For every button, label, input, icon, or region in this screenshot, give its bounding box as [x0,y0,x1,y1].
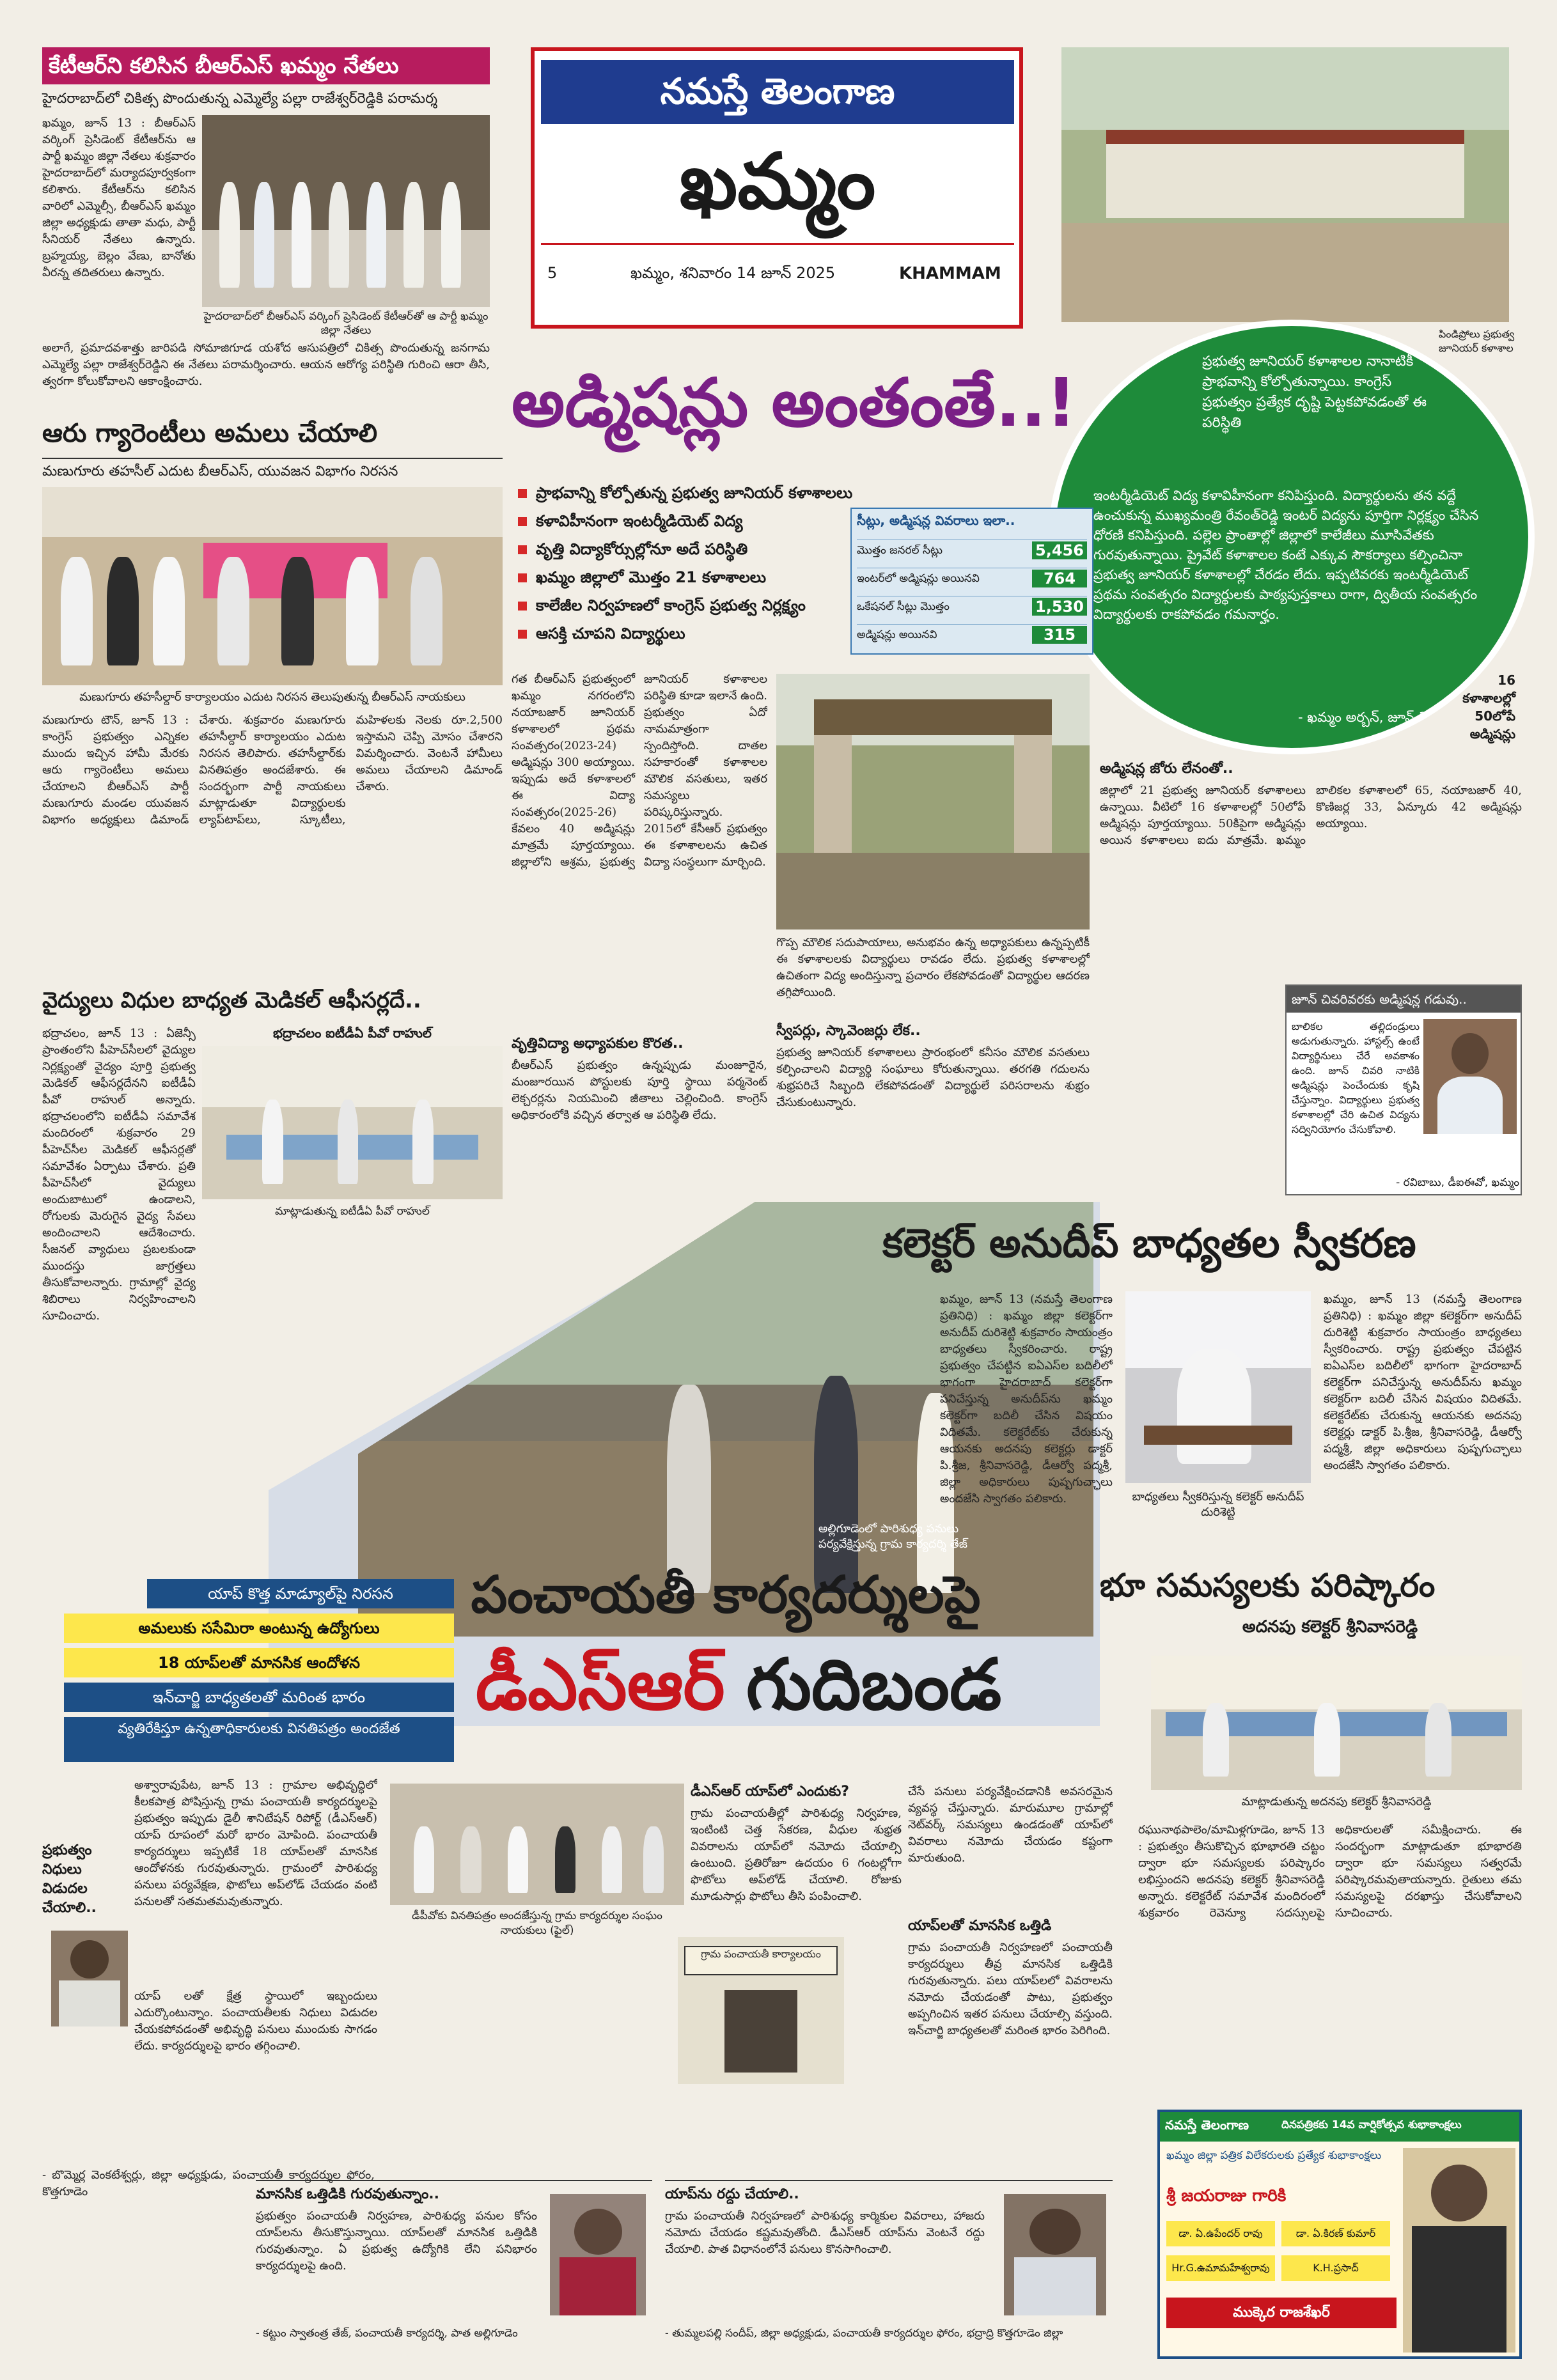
six-guarantees-headline: ఆరు గ్యారెంటీలు అమలు చేయాలి [42,419,378,448]
official-credit: - రవిబాబు, డీఐఈవో, ఖమ్మం [1396,1176,1519,1189]
ktr-photo-caption: హైదరాబాద్‌లో బీఆర్‌ఎస్ వర్కింగ్ ప్రెసిడెంట్ కేటీఆర్‌తో ఆ పార్టీ ఖమ్మం జిల్లా నేతలు [203,310,489,337]
panchayat-headline-1: పంచాయతీ కార్యదర్శులపై [471,1565,981,1624]
stats-label: ఇంటర్‌లో అడ్మిషన్లు అయినవి [857,572,980,585]
panchayat-left-credit: - బొమ్మెర్ల వెంకటేశ్వర్లు, జిల్లా అధ్యక్షుడు, పంచాయతీ కార్యదర్శుల ఫోరం, కొత్తగూడెం [42,2168,375,2198]
dateline: ఖమ్మం, శనివారం 14 జూన్ 2025 [630,264,836,282]
official-box-body: బాలికల తల్లిదండ్రులు అడుగుతున్నారు. హాస్టల్స్ ఉంటే విద్యార్థినులు చేరే అవకాశం ఉంది. జూన్ చివరి నాటికి అడ్మిషన్లు పెంచేందుకు కృషి చేస్తున్నాం. విద్యార్థులు ప్రభుత్వ కళాశాలల్లో చేరి ఉచిత విద్యను సద్వినియోగం చేసుకోవాలి. [1292,1020,1420,1135]
masthead-strip [541,243,1014,307]
medical-body: భద్రాచలం, జూన్ 13 : ఏజెన్సీ ప్రాంతంలోని పీహెచ్‌సీలలో వైద్యుల నిర్లక్ష్యంతో వైద్యం పూర్తి ప్రభుత్వ మెడికల్ ఆఫీసర్లదేనని ఐటీడీఏ పీవో రాహుల్ అన్నారు. భద్రాచలంలోని ఐటీడీఏ సమావేశ మందిరంలో శుక్రవారం 29 పీహెచ్‌సీల మెడికల్ ఆఫీసర్లతో సమావేశం ఏర్పాటు చేశారు. ప్రతి పీహెచ్‌సీలో వైద్యులు అందుబాటులో ఉండాలని, రోగులకు మెరుగైన వైద్య సేవలు అందించాలని ఆదేశించారు. సీజనల్ వ్యాధులు ప్రబలకుండా ముందస్తు జాగ్రత్తలు తీసుకోవాలన్నారు. గ్రామాల్లో వైద్య శిబిరాలు నిర్వహించాలని సూచించారు. [42,1027,196,1323]
edition-title: ఖమ్మం [679,137,876,226]
admissions-body-col1: గత బీఆర్‌ఎస్ ప్రభుత్వంలో ఖమ్మం నగరంలోని నయాబజార్ జూనియర్ కళాశాలలో ప్రథమ సంవత్సరం(2023-24) అడ్మిషన్లు 300 అయ్యాయి. ఇప్పుడు అదే కళాశాలలో ఈ విద్యా సంవత్సరం(2025-26) కేవలం 40 అడ్మిషన్లు మాత్రమే పూర్తయ్యాయి. జిల్లాలోని ఆశ్రమ, ప్రభుత్వ జూనియర్ కళాశాలల పరిస్థితి కూడా ఇలానే ఉంది. ప్రభుత్వం ఏదో నామమాత్రంగా స్పందిస్తోంది. దాతల సహకారంతో కళాశాలల మౌలిక వసతులు, ఇతర సమస్యలు పరిష్కరిస్తున్నారు. 2015లో కేసీఆర్ ప్రభుత్వం ఈ కళాశాలలను ఉచిత విద్యా సంస్థలుగా మార్చింది. [512,673,767,869]
stats-value: 5,456 [1032,541,1087,559]
page-number: 5 [547,264,558,282]
stats-row [857,568,1087,593]
ad-footer: ముక్కెర రాజశేఖర్ [1166,2298,1397,2328]
official-photo [1423,1019,1517,1134]
panchayat-photo [390,1784,684,1905]
school-photo [1061,47,1509,322]
land-photo-caption: మాట్లాడుతున్న అదనపు కలెక్టర్ శ్రీనివాసరెడ్డి [1241,1795,1432,1808]
medical-photo [202,1046,503,1199]
ad-person-photo [1403,2148,1515,2353]
official-box-title: జూన్ చివరివరకు అడ్మిషన్ల గడువు.. [1287,986,1521,1013]
panchayat-kicker-3: 18 యాప్‌లతో మానసిక ఆందోళన [64,1648,454,1677]
panchayat-office-sign: గ్రామ పంచాయతీ కార్యాలయం [684,1946,837,1975]
collector-headline: కలెక్టర్ అనుదీప్ బాధ్యతల స్వీకరణ [882,1220,1416,1266]
cancel-photo [1004,2194,1106,2315]
six-guarantees-body: మణుగూరు టౌన్, జూన్ 13 : కాంగ్రెస్ ప్రభుత్వం ఎన్నికల ముందు ఇచ్చిన హామీ మేరకు ఆరు గ్యారెంటీలు అమలు చేయాలని బీఆర్‌ఎస్ పార్టీ మణుగూరు మండల యువజన విభాగం అధ్యక్షులు డిమాండ్ చేశారు. శుక్రవారం మణుగూరు తహసీల్దార్ కార్యాలయం ఎదుట నిరసన తెలిపారు. తహసీల్దార్‌కు వినతిపత్రం అందజేశారు. ఈ సందర్భంగా పార్టీ నాయకులు మాట్లాడుతూ విద్యార్థులకు ల్యాప్‌టాప్‌లు, స్కూటీలు, మహిళలకు నెలకు రూ.2,500 ఇస్తామని చెప్పి మోసం చేశారని విమర్శించారు. వెంటనే హామీలు అమలు చేయాలని డిమాండ్ చేశారు. [42,713,503,827]
ad-line2: శ్రీ జయరాజు గారికి [1166,2186,1287,2205]
stress2-photo [550,2194,646,2315]
panchayat-kicker-2: అమలుకు ససేమిరా అంటున్న ఉద్యోగులు [64,1614,454,1643]
admissions-headline: అడ్మిషన్లు అంతంతే..! [512,364,1077,442]
collector-photo [1125,1291,1311,1483]
stress-head: యాప్‌లతో మానసిక ఒత్తిడి [908,1918,1052,1934]
bullet-2: కళావిహీనంగా ఇంటర్మీడియెట్ విద్య [518,508,876,534]
green-circle-main: ఇంటర్మీడియెట్ విద్య కళావిహీనంగా కనిపిస్తుంది. విద్యార్థులను తన వద్దే ఉంచుకున్న ముఖ్యమంత్రి రేవంత్‌రెడ్డి ఇంటర్ విద్యను పూర్తిగా నిర్లక్ష్యం చేసిన ధోరణి కనిపిస్తుంది. పల్లెల ప్రాంతాల్లో జిల్లాలో కాలేజీలు మూసివేతకు గురవుతున్నాయి. ప్రైవేట్ కళాశాలల కంటే ఎక్కువ సౌకర్యాలు కల్పించినా ప్రభుత్వ జూనియర్ కళాశాలల్లో చేరడం లేదు. ఇప్పటివరకు ఇంటర్మీడియెట్ ప్రథమ సంవత్సరం విద్యార్థులకు పాఠ్యపుస్తకాలు రాగా, ద్వితీయ సంవత్సరం విద్యార్థులకు రాకపోవడం గమనార్హం. [1093,488,1479,622]
panchayat-side-photo [51,1931,128,2026]
college-gate-photo [776,674,1090,929]
stats-label: అడ్మిషన్లు అయినవి [857,628,937,641]
panchayat-headline-burden: గుదిబండ [746,1644,1002,1725]
cancel-head: యాప్‌ను రద్దు చేయాలి.. [665,2186,799,2202]
panchayat-side-body: యాప్ లతో క్షేత్ర స్థాయిలో ఇబ్బందులు ఎదుర్కొంటున్నాం. పంచాయతీలకు నిధులు విడుదల చేయకపోవడంతో అభివృద్ధి పనులు ముందుకు సాగడం లేదు. కార్యదర్శులపై భారం తగ్గించాలి. [134,1989,377,2053]
lecturers-body: బీఆర్‌ఎస్ ప్రభుత్వం ఉన్నప్పుడు మంజూరైన, మంజూరయిన పోస్టులకు పూర్తి స్థాయి పర్మనెంట్ లెక్చరర్లను నియమించి జీతాలు చెల్లించింది. కాంగ్రెస్ అధికారంలోకి వచ్చిన తర్వాత ఆ పరిస్థితి లేదు. [512,1059,767,1122]
land-headline: భూ సమస్యలకు పరిష్కారం [1100,1567,1436,1604]
cancel-box [665,2180,1113,2359]
school-photo-caption: పిండిప్రోలు ప్రభుత్వ జూనియర్ కళాశాల [1439,328,1515,354]
ktr-subhead: హైదరాబాద్‌లో చికిత్స పొందుతున్న ఎమ్మెల్యే పల్లా రాజేశ్వర్‌రెడ్డికి పరామర్శ [42,91,438,107]
medical-headline: వైద్యులు విధుల బాధ్యత మెడికల్ ఆఫీసర్లదే.. [42,988,421,1013]
ad-title: దినపత్రికకు 14వ వార్షికోత్సవ శుభాకాంక్షలు [1281,2119,1462,2131]
stress2-box [256,2180,652,2359]
ad-brand: నమస్తే తెలంగాణ [1165,2117,1249,2133]
ad-name-1: డా. ఏ.ఉపేందర్ రావు [1166,2221,1275,2246]
six-guarantees [42,416,503,972]
collector-body: ఖమ్మం, జూన్ 13 (నమస్తే తెలంగాణ ప్రతినిధి) : ఖమ్మం జిల్లా కలెక్టర్‌గా అనుదీప్ దురిశెట్టి శుక్రవారం సాయంత్రం బాధ్యతలు స్వీకరించారు. రాష్ట్ర ప్రభుత్వం చేపట్టిన ఐఏఎస్‌ల బదిలీలో భాగంగా హైదరాబాద్ కలెక్టర్‌గా పనిచేస్తున్న అనుదీప్‌ను ఖమ్మం కలెక్టర్‌గా బదిలీ చేసిన విషయం విదితమే. కలెక్టరేట్‌కు చేరుకున్న ఆయనకు అదనపు కలెక్టర్లు డాక్టర్ పి.శ్రీజ, శ్రీనివాసరెడ్డి, డీఆర్వో పద్మశ్రీ, జిల్లా అధికారులు పుష్పగుచ్ఛాలు అందజేసి స్వాగతం పలికారు. [940,1293,1113,1505]
stats-value: 764 [1032,570,1087,587]
bullet-5: కాలేజీల నిర్వహణలో కాంగ్రెస్ ప్రభుత్వ నిర్లక్ష్యం [518,592,876,619]
bullet-6: ఆసక్తి చూపని విద్యార్థులు [518,620,876,647]
cancel-credit: - తుమ్మలపల్లి సందీప్, జిల్లా అధ్యక్షుడు, పంచాయతీ కార్యదర్శుల ఫోరం, భద్రాద్రి కొత్తగూడెం జిల్లా [665,2327,1063,2340]
land-subhead: అదనపు కలెక్టర్ శ్రీనివాసరెడ్డి [1242,1617,1418,1637]
panchayat-side-label: ప్రభుత్వం నిధులు విడుదల చేయాలి.. [42,1842,97,1916]
ktr-photo [202,115,490,307]
stats-title: సీట్లు, అడ్మిషన్ల వివరాలు ఇలా.. [857,513,1015,528]
panchayat-office-photo [678,1937,844,2084]
bullet-4: ఖమ్మం జిల్లాలో మొత్తం 21 కళాశాలలు [518,564,876,591]
stats-row [857,596,1087,621]
bullet-1: ప్రాభవాన్ని కోల్పోతున్న ప్రభుత్వ జూనియర్ కళాశాలలు [518,479,876,506]
ktr-body-bottom: అలాగే, ప్రమాదవశాత్తు జారిపడి సోమాజిగూడ యశోద ఆసుపత్రిలో చికిత్స పొందుతున్న జనగామ ఎమ్మెల్యే పల్లా రాజేశ్వర్‌రెడ్డిని ఈ నేతలు పరామర్శించారు. ఆయన ఆరోగ్య పరిస్థితి గురించి ఆరా తీసి, త్వరగా కోలుకోవాలని ఆకాంక్షించారు. [42,341,490,388]
ad-name-2: డా. ఏ.కిరణ్ కుమార్ [1281,2221,1390,2246]
stress2-body: ప్రభుత్వం పంచాయతీ నిర్వహణ, పారిశుధ్య పనుల కోసం యాప్‌లను తీసుకొస్తున్నాయి. యాప్‌లతో మానసిక ఒత్తిడికి గురవుతున్నాం. ఏ ప్రభుత్వ ఉద్యోగికి లేని పనిభారం కార్యదర్శులపై ఉంది. [256,2209,537,2273]
ktr-body: ఖమ్మం, జూన్ 13 : బీఆర్ఎస్ వర్కింగ్ ప్రెసిడెంట్ కేటీఆర్‌ను ఆ పార్టీ ఖమ్మం జిల్లా నేతలు శుక్రవారం హైదరాబాద్‌లో మర్యాదపూర్వకంగా కలిశారు. కేటీఆర్‌ను కలిసిన వారిలో ఎమ్మెల్సీ, బీఆర్‌ఎస్ ఖమ్మం జిల్లా అధ్యక్షుడు తాతా మధు, పార్టీ సీనియర్ నేతలు ఉన్నారు. బ్రహ్మయ్య, బెల్లం వేణు, బానోతు వీరన్న తదితరులు ఉన్నారు. [42,116,196,279]
stats-label: మొత్తం జనరల్ సీట్లు [857,544,943,557]
sweepers-body: ప్రభుత్వ జూనియర్ కళాశాలలు ప్రారంభంలో కనీసం మౌలిక వసతులు కల్పించాలని విద్యార్థి సంఘాలు కోరుతున్నాయి. తరగతి గదులను శుభ్రపరిచే సిబ్బంది లేకపోవడంతో విద్యార్థులే పరిసరాలను శుభ్రం చేసుకుంటున్నారు. [776,1046,1090,1109]
stats-value: 1,530 [1032,598,1087,616]
dsr-body: గ్రామ పంచాయతీల్లో పారిశుధ్య నిర్వహణ, ఇంటింటి చెత్త సేకరణ, వీధుల శుభ్రత వివరాలను యాప్‌లో నమోదు చేయాల్సి ఉంటుంది. ప్రతిరోజూ ఉదయం 6 గంటల్లోగా ఫొటోలు అప్‌లోడ్ చేయాలి. రోజుకు మూడుసార్లు ఫొటోలు తీసి పంపించాలి. [691,1807,902,1903]
dsr-head: డీఎస్ఆర్ యాప్‌లో ఎందుకు? [691,1784,850,1800]
six-guarantees-caption: మణుగూరు తహసీల్దార్ కార్యాలయం ఎదుట నిరసన తెలుపుతున్న బీఆర్‌ఎస్ నాయకులు [79,690,466,704]
panchayat-kicker-1: యాప్ కొత్త మాడ్యూల్‌పై నిరసన [147,1579,454,1608]
stats-value: 315 [1032,626,1087,644]
bullet-3: వృత్తి విద్యాకోర్సుల్లోనూ అదే పరిస్థితి [518,536,876,563]
side-note-16: 16 కళాశాలల్లో 50లోపే అడ్మిషన్లు [1462,673,1515,742]
before-june-body: జిల్లాలో 21 ప్రభుత్వ జూనియర్ కళాశాలలు ఉన్నాయి. వీటిలో 16 కళాశాలల్లో 50లోపే అడ్మిషన్లు పూర్తయ్యాయి. 50కిపైగా అడ్మిషన్లు అయిన కళాశాలలు ఐదు మాత్రమే. ఖమ్మం బాలికల కళాశాలలో 65, నయాబజార్ 40, కొణిజర్ల 33, ఏన్కూరు 42 అడ్మిషన్లు అయ్యాయి. [1100,784,1522,847]
ktr-headline: కేటీఆర్‌ని కలిసిన బీఆర్‌ఎస్ ఖమ్మం నేతలు [42,47,490,84]
panchayat-kicker-5: వ్యతిరేకిస్తూ ఉన్నతాధికారులకు వినతిపత్రం అందజేత [64,1717,454,1762]
stress2-head: మానసిక ఒత్తిడికి గురవుతున్నాం.. [256,2186,440,2202]
ad-name-4: K.H.ప్రసాద్ [1281,2255,1390,2281]
admissions-stats-box [850,508,1093,655]
ad-header [1160,2112,1519,2142]
panchayat-col3: చేసే పనులు పర్యవేక్షించడానికి అవసరమైన వ్యవస్థ చేస్తున్నారు. మారుమూల గ్రామాల్లో నెట్‌వర్క్ సమస్యలు ఉండడంతో యాప్‌లో వివరాలు నమోదు చేయడం కష్టంగా మారుతుంది. [908,1785,1113,1865]
stats-row [857,540,1087,565]
stats-label: ఒకేషనల్ సీట్లు మొత్తం [857,600,950,613]
stats-row [857,624,1087,649]
collector-body-2: ఖమ్మం, జూన్ 13 (నమస్తే తెలంగాణ ప్రతినిధి) : ఖమ్మం జిల్లా కలెక్టర్‌గా అనుదీప్ దురిశెట్టి శుక్రవారం సాయంత్రం బాధ్యతలు స్వీకరించారు. రాష్ట్ర ప్రభుత్వం చేపట్టిన ఐఏఎస్‌ల బదిలీలో భాగంగా హైదరాబాద్ కలెక్టర్‌గా పనిచేస్తున్న అనుదీప్‌ను ఖమ్మం కలెక్టర్‌గా బదిలీ చేసిన విషయం విదితమే. కలెక్టరేట్‌కు చేరుకున్న ఆయనకు అదనపు కలెక్టర్లు డాక్టర్ పి.శ్రీజ, శ్రీనివాసరెడ్డి, డీఆర్వో పద్మశ్రీ, జిల్లా అధికారులు పుష్పగుచ్ఛాలు అందజేసి స్వాగతం పలికారు. [1324,1293,1522,1472]
panchayat-headline-2 [409,1637,1068,1732]
green-circle-credit: - ఖమ్మం అర్బన్, జూన్ 13 [1298,710,1436,725]
panchayat-headline-dsr: డీఎస్ఆర్ [475,1644,725,1725]
land-body: రఘునాథపాలెం/మామిళ్లగూడెం, జూన్ 13 : ప్రభుత్వం తీసుకొచ్చిన భూభారతి చట్టం ద్వారా భూ సమస్యలకు పరిష్కారం లభిస్తుందని అదనపు కలెక్టర్ శ్రీనివాసరెడ్డి అన్నారు. కలెక్టరేట్ సమావేశ మందిరంలో శుక్రవారం రెవెన్యూ సదస్సులపై అధికారులతో సమీక్షించారు. ఈ సందర్భంగా మాట్లాడుతూ భూభారతి ద్వారా భూ సమస్యలు సత్వరమే పరిష్కారమవుతాయన్నారు. రైతులు తమ సమస్యలపై దరఖాస్తు చేసుకోవాలని సూచించారు. [1138,1823,1522,1920]
sweepers-head: స్వీపర్లు, స్కావెంజర్లు లేక.. [776,1023,921,1039]
stress2-credit: - కట్టుం స్వాతంత్ర తేజ్, పంచాయతీ కార్యదర్శి, పాత అల్లిగూడెం [256,2327,518,2340]
green-circle-top: ప్రభుత్వ జూనియర్ కళాశాలల నానాటికీ ప్రాభవాన్ని కోల్పోతున్నాయి. కాంగ్రెస్ ప్రభుత్వం ప్రత్యేక దృష్టి పెట్టకపోవడంతో ఈ పరిస్థితి [1202,354,1427,431]
panchayat-photo-caption: డీపీవోకు వినతిపత్రం అందజేస్తున్న గ్రామ కార్యదర్శుల సంఘం నాయకులు (ఫైల్) [412,1909,662,1937]
land-photo [1151,1656,1522,1790]
cancel-body: గ్రామ పంచాయతీ నిర్వహణలో పారిశుధ్య కార్మికుల వివరాలు, హాజరు నమోదు చేయడం కష్టమవుతోంది. డీఎస్ఆర్ యాప్‌ను వెంటనే రద్దు చేయాలి. పాత విధానంలోనే పనులు కొనసాగించాలి. [665,2209,985,2256]
cleaning-photo-caption: అల్లిగూడెంలో పారిశుధ్య పనులు పర్యవేక్షిస్తున్న గ్రామ కార్యదర్శి తేజ్ [818,1522,967,1551]
six-guarantees-subhead: మణుగూరు తహసీల్ ఎదుట బీఆర్‌ఎస్, యువజన విభాగం నిరసన [42,458,503,482]
panchayat-kicker-4: ఇన్‌చార్జి బాధ్యతలతో మరింత భారం [64,1683,454,1712]
panchayat-body-intro: అశ్వారావుపేట, జూన్ 13 : గ్రామాల అభివృద్ధిలో కీలకపాత్ర పోషిస్తున్న గ్రామ పంచాయతీ కార్యదర్శులపై ప్రభుత్వం ఇప్పుడు డైలీ శానిటేషన్ రిపోర్ట్ (డీఎస్ఆర్) యాప్ రూపంలో మరో భారం మోపింది. పంచాయతీ కార్యదర్శులు ఇప్పటికే 18 యాప్‌లతో మానసిక ఆందోళనకు గురవుతున్నారు. గ్రామంలో పారిశుధ్య పనులు పర్యవేక్షణ, ఫొటోలు అప్‌లోడ్ చేయడం వంటి పనులతో సతమతమవుతున్నారు. [134,1778,377,1908]
edition-en: KHAMMAM [899,264,1001,283]
masthead [531,47,1023,329]
ktr-story [42,47,490,393]
ad-line1: ఖమ్మం జిల్లా పత్రిక విలేకరులకు ప్రత్యేక శుభాకాంక్షలు [1166,2149,1382,2162]
stress-body: గ్రామ పంచాయతీ నిర్వహణలో పంచాయతీ కార్యదర్శులు తీవ్ర మానసిక ఒత్తిడికి గురవుతున్నారు. పలు యాప్‌లలో వివరాలను నమోదు చేయడంతో పాటు, ప్రభుత్వం అప్పగించిన ఇతర పనులు చేయాల్సి వస్తుంది. ఇన్‌చార్జి బాధ్యతలతో మరింత భారం పెరిగింది. [908,1941,1113,2037]
medical-photo-label: భద్రాచలం ఐటీడీఏ పీవో రాహుల్ [273,1025,432,1041]
medical-photo-caption: మాట్లాడుతున్న ఐటీడీఏ పీవో రాహుల్ [275,1205,430,1218]
collector-photo-caption: బాధ్యతలు స్వీకరిస్తున్న కలెక్టర్ అనుదీప్ దురిశెట్టి [1132,1490,1304,1519]
lecturers-head: వృత్తివిద్యా అధ్యాపకుల కొరత.. [512,1036,684,1052]
six-guarantees-photo [42,487,503,685]
ad-name-3: Hr.G.ఉమామహేశ్వరావు [1166,2255,1275,2281]
before-june-head: అడ్మిషన్ల జోరు లేనంతో.. [1100,761,1233,777]
paper-name: నమస్తే తెలంగాణ [541,60,1014,124]
anniversary-ad [1157,2110,1522,2359]
admissions-body-col2: గొప్ప మౌలిక సదుపాయాలు, అనుభవం ఉన్న అధ్యాపకులు ఉన్నప్పటికీ ఈ కళాశాలలకు విద్యార్థులు రావడం లేదు. ప్రభుత్వ కళాశాలల్లో ఉచితంగా విద్య అందిస్తున్నా ప్రచారం లేకపోవడంతో విద్యార్థుల ఆదరణ తగ్గిపోయింది. [776,936,1090,999]
official-box [1285,984,1522,1195]
